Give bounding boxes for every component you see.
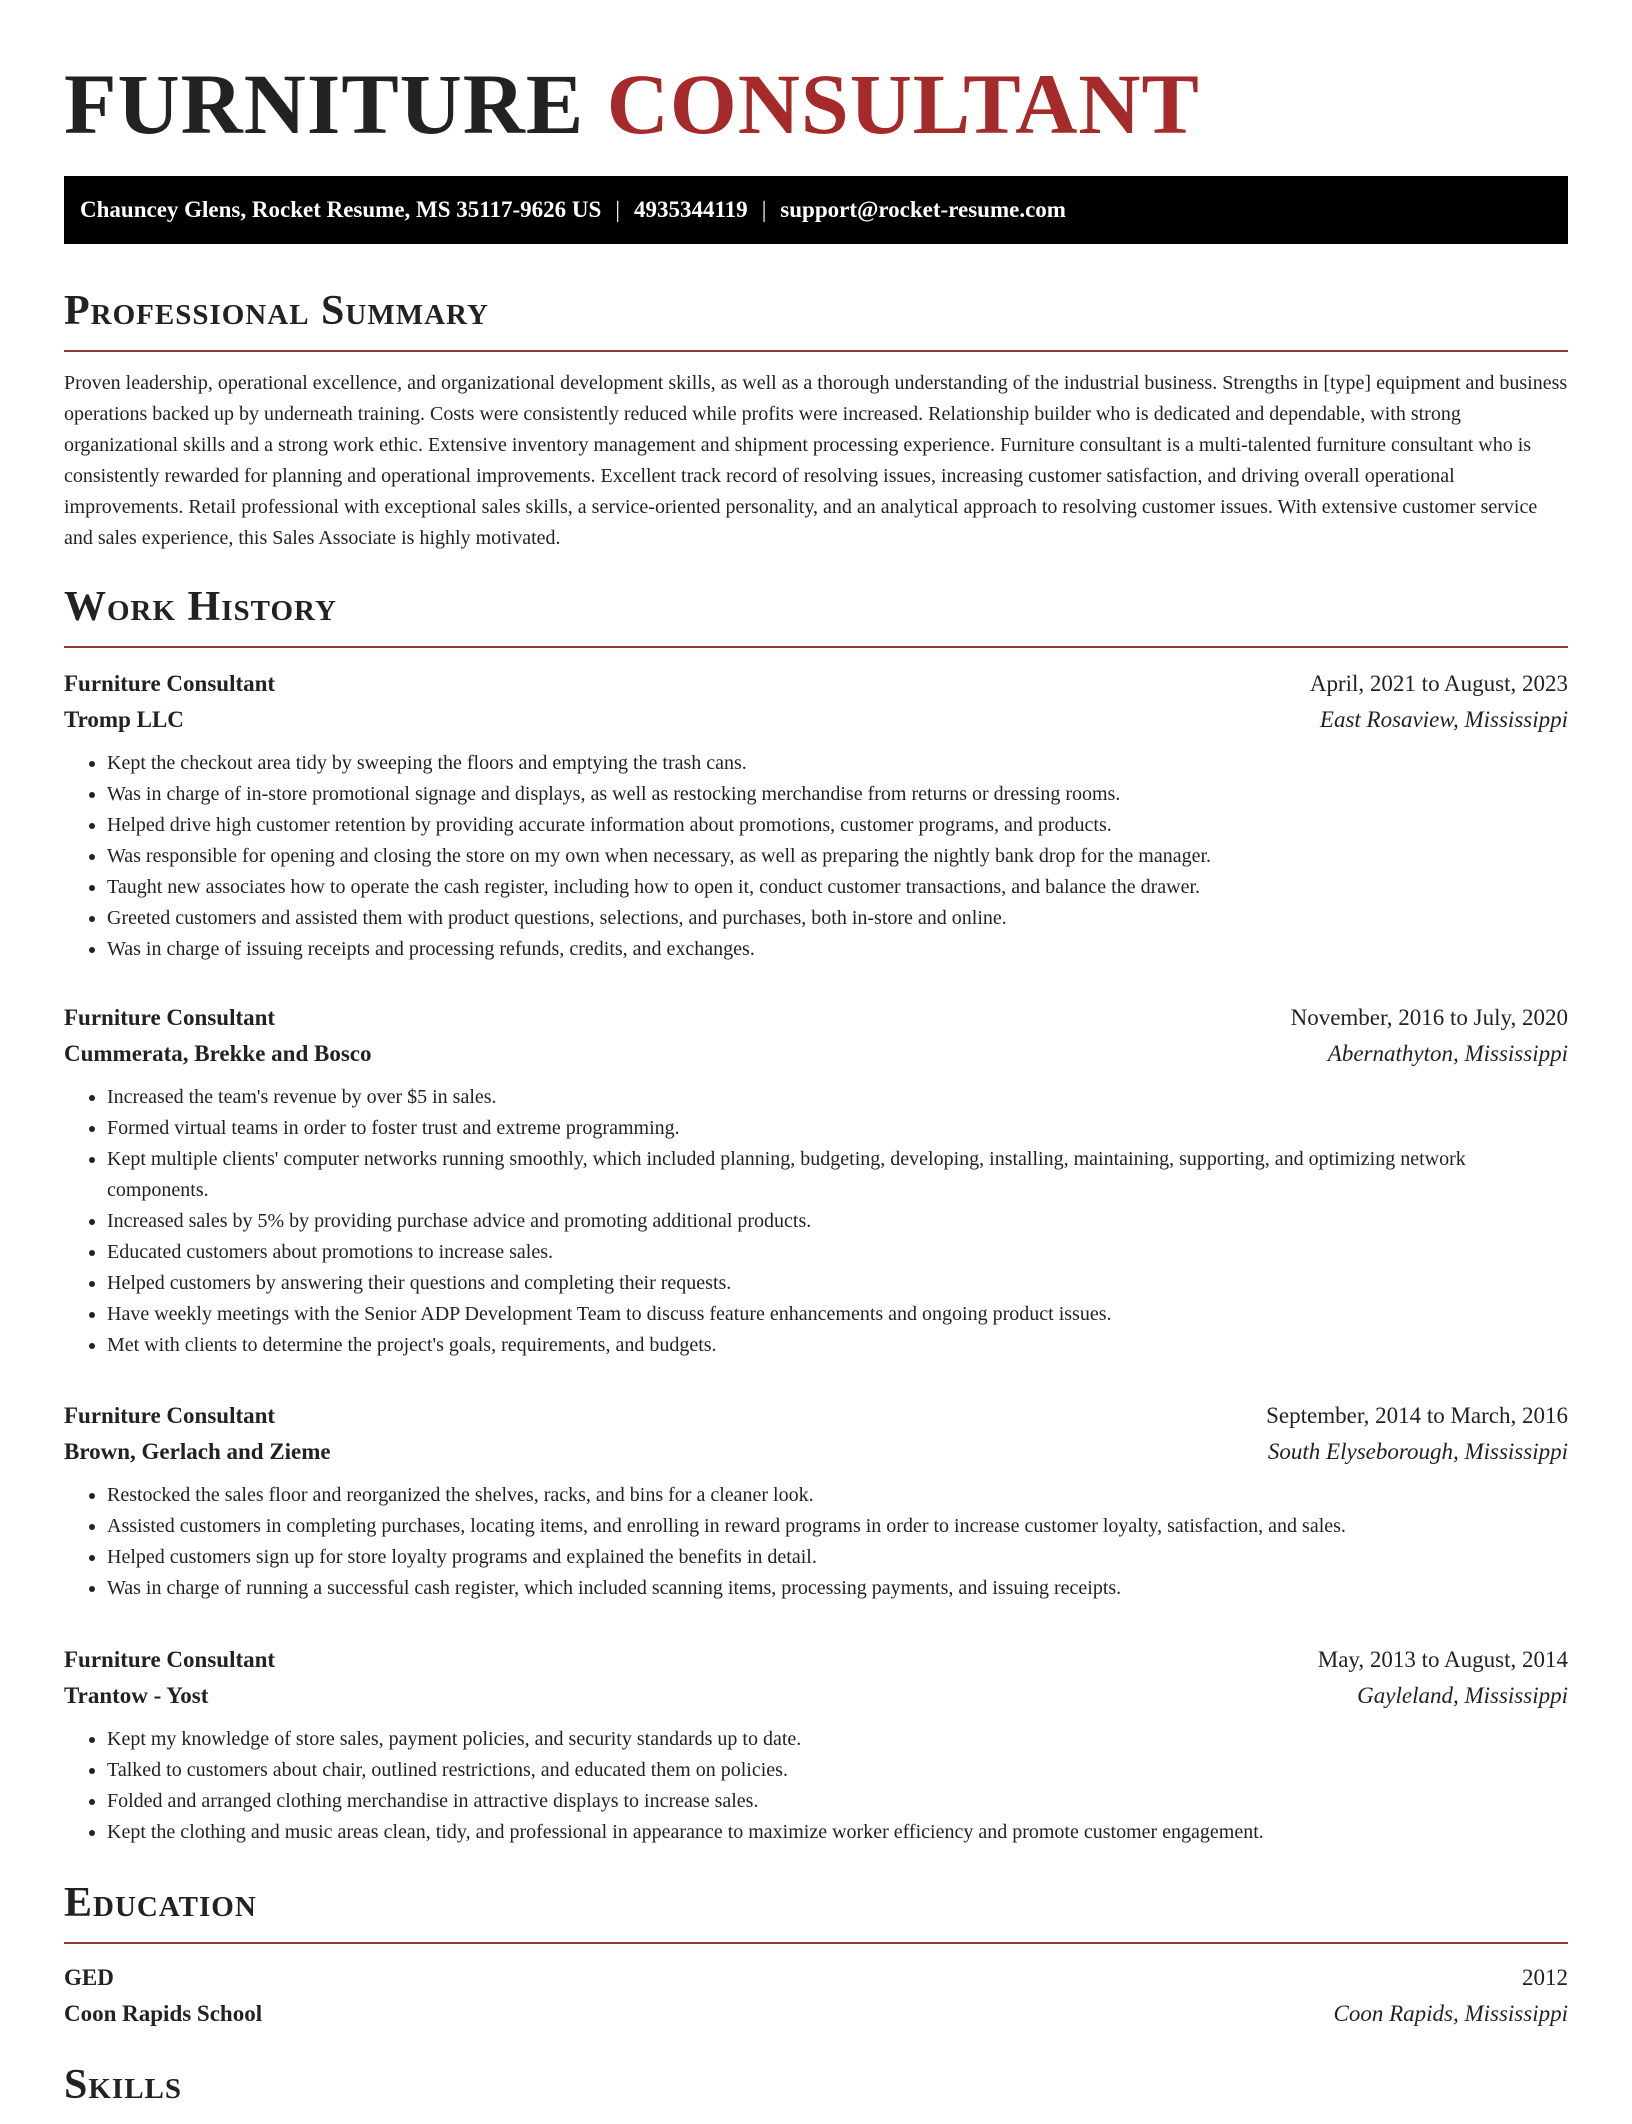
job-title: Furniture Consultant [64, 1005, 276, 1030]
job-company: Trantow - Yost [64, 1683, 209, 1708]
job-bullet: • Met with clients to determine the project's goals, requirements, and budgets. [107, 1330, 1568, 1361]
job-bullet: • Kept multiple clients' computer networks running smoothly, which included planning, budgeting, developing, installing, maintaining, supporting, and optimizing network components. [107, 1144, 1568, 1206]
job-bullet: • Helped customers sign up for store loyalty programs and explained the benefits in detail. [107, 1542, 1568, 1573]
education-degree: GED [64, 1965, 114, 1990]
education-section-title: Education [64, 1878, 1568, 1944]
job-bullet: • Taught new associates how to operate the cash register, including how to open it, conduct customer transactions, and balance the drawer. [107, 872, 1568, 903]
job-entry [64, 666, 1568, 965]
education-location: Coon Rapids, Mississippi [1333, 2001, 1568, 2026]
job-bullet: • Assisted customers in completing purchases, locating items, and enrolling in reward programs in order to increase customer loyalty, satisfaction, and sales. [107, 1511, 1568, 1542]
job-bullet: • Restocked the sales floor and reorganized the shelves, racks, and bins for a cleaner look. [107, 1480, 1568, 1511]
job-bullet: • Kept the checkout area tidy by sweeping the floors and emptying the trash cans. [107, 748, 1568, 779]
job-location: East Rosaview, Mississippi [1319, 707, 1568, 732]
education-year: 2012 [1522, 1965, 1568, 1990]
job-title: Furniture Consultant [64, 1647, 276, 1672]
job-bullet: • Increased the team's revenue by over $5 in sales. [107, 1082, 1568, 1113]
job-location: Abernathyton, Mississippi [1327, 1041, 1568, 1066]
job-dates: September, 2014 to March, 2016 [1266, 1403, 1568, 1428]
job-dates: May, 2013 to August, 2014 [1317, 1647, 1568, 1672]
job-company: Tromp LLC [64, 707, 184, 732]
job-entry [64, 1398, 1568, 1604]
job-bullet: • Was in charge of issuing receipts and processing refunds, credits, and exchanges. [107, 934, 1568, 965]
job-bullet: • Greeted customers and assisted them with product questions, selections, and purchases, both in-store and online. [107, 903, 1568, 934]
job-bullet: • Talked to customers about chair, outlined restrictions, and educated them on policies. [107, 1755, 1568, 1786]
job-entry [64, 1000, 1568, 1361]
name-second-word: CONSULTANT [606, 56, 1200, 152]
education-entry [64, 1960, 1568, 2032]
job-bullet: • Was responsible for opening and closing the store on my own when necessary, as well as preparing the nightly bank drop for the manager. [107, 841, 1568, 872]
summary-section-title: Professional Summary [64, 286, 1568, 352]
resume-name-heading [64, 54, 1200, 154]
job-bullet: • Increased sales by 5% by providing purchase advice and promoting additional products. [107, 1206, 1568, 1237]
name-first-word: FURNITURE [64, 56, 585, 152]
job-company: Brown, Gerlach and Zieme [64, 1439, 331, 1464]
contact-phone: 4935344119 [633, 197, 748, 222]
contact-address: Chauncey Glens, Rocket Resume, MS 35117-9626 US [80, 197, 602, 222]
contact-bar [64, 176, 1568, 244]
job-bullet: • Kept the clothing and music areas clean, tidy, and professional in appearance to maximize worker efficiency and promote customer engagement. [107, 1817, 1568, 1848]
contact-separator: | [761, 197, 767, 222]
job-bullets [64, 748, 1568, 965]
job-title: Furniture Consultant [64, 671, 276, 696]
job-dates: November, 2016 to July, 2020 [1290, 1005, 1568, 1030]
job-company: Cummerata, Brekke and Bosco [64, 1041, 372, 1066]
job-bullet: • Folded and arranged clothing merchandise in attractive displays to increase sales. [107, 1786, 1568, 1817]
job-bullet: • Helped customers by answering their questions and completing their requests. [107, 1268, 1568, 1299]
job-bullet: • Have weekly meetings with the Senior ADP Development Team to discuss feature enhancements and ongoing product issues. [107, 1299, 1568, 1330]
job-bullets [64, 1724, 1568, 1848]
job-bullet: • Was in charge of running a successful cash register, which included scanning items, processing payments, and issuing receipts. [107, 1573, 1568, 1604]
work-section-title: Work History [64, 582, 1568, 648]
job-bullet: • Helped drive high customer retention by providing accurate information about promotions, customer programs, and products. [107, 810, 1568, 841]
job-title: Furniture Consultant [64, 1403, 276, 1428]
job-bullet: • Educated customers about promotions to increase sales. [107, 1237, 1568, 1268]
job-bullet: • Kept my knowledge of store sales, payment policies, and security standards up to date. [107, 1724, 1568, 1755]
job-location: Gayleland, Mississippi [1357, 1683, 1568, 1708]
summary-text: Proven leadership, operational excellence, and organizational development skills, as well as a thorough understanding of the industrial business. Strengths in [type] equipment and business operations backed up by underneath training. Costs were consistently reduced while profits were increased. Relationship builder who is dedicated and dependable, with strong organizational skills and a strong work ethic. Extensive inventory management and shipment processing experience. Furniture consultant is a multi-talented furniture consultant who is consistently rewarded for planning and operational improvements. Excellent track record of resolving issues, increasing customer satisfaction, and driving overall operational improvements. Retail professional with exceptional sales skills, a service-oriented personality, and an analytical approach to resolving customer issues. With extensive customer service and sales experience, this Sales Associate is highly motivated. [64, 372, 1568, 549]
skills-section-title: Skills [64, 2062, 183, 2108]
job-location: South Elyseborough, Mississippi [1267, 1439, 1568, 1464]
job-bullet: • Formed virtual teams in order to foster trust and extreme programming. [107, 1113, 1568, 1144]
job-bullet: • Was in charge of in-store promotional signage and displays, as well as restocking merchandise from returns or dressing rooms. [107, 779, 1568, 810]
contact-separator: | [615, 197, 620, 222]
education-school: Coon Rapids School [64, 2001, 263, 2026]
job-bullets [64, 1082, 1568, 1361]
job-dates: April, 2021 to August, 2023 [1309, 671, 1568, 696]
contact-email: support@rocket-resume.com [780, 197, 1066, 222]
job-bullets [64, 1480, 1568, 1604]
job-entry [64, 1642, 1568, 1848]
